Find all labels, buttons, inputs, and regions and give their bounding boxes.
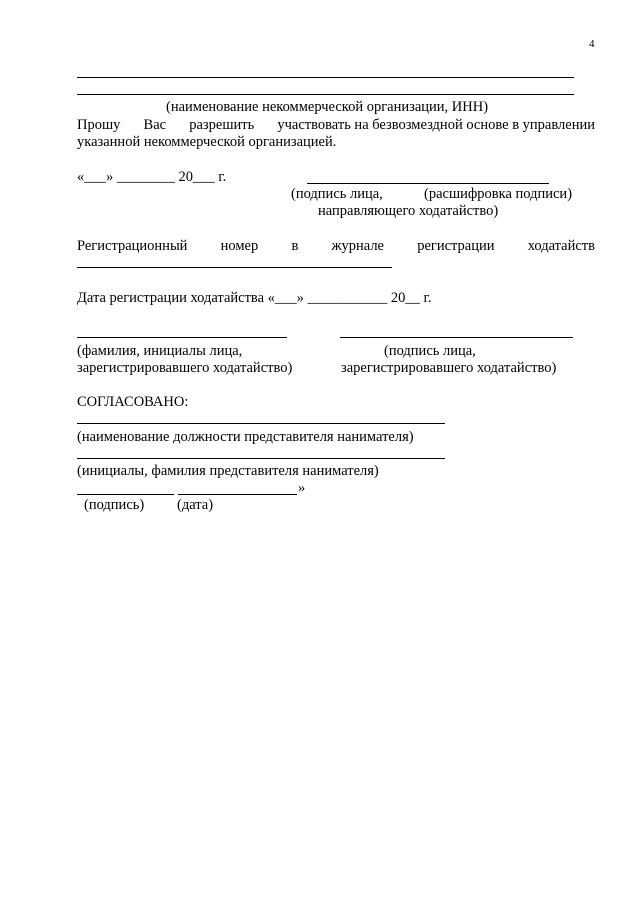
signer-caption-line2: направляющего ходатайство) (318, 203, 499, 219)
signer-caption-sign: (подпись лица, (291, 186, 383, 202)
registrar-left-caption-1: (фамилия, инициалы лица, (77, 343, 243, 359)
registration-number-line (77, 238, 595, 255)
request-word: разрешить (189, 117, 255, 133)
org-caption: (наименование некоммерческой организации, ИНН) (166, 99, 489, 115)
approved-heading: СОГЛАСОВАНО: (77, 394, 189, 410)
page-number: 4 (589, 38, 595, 50)
final-date-line (178, 494, 297, 495)
registrar-signature-line (340, 337, 573, 338)
position-caption: (наименование должности представителя нанимателя) (77, 429, 414, 445)
sign-caption: (подпись) (84, 497, 145, 513)
request-word: Вас (143, 117, 167, 133)
registrar-left-caption-2: зарегистрировавшего ходатайство) (77, 360, 293, 376)
reg-word: журнале (331, 238, 384, 254)
registration-date-line: Дата регистрации ходатайства «___» ___________ 20__ г. (77, 290, 432, 306)
reg-word: Регистрационный (77, 238, 188, 254)
initials-line (77, 458, 445, 459)
position-line (77, 423, 445, 424)
request-word: Прошу (77, 117, 121, 133)
final-signature-line (77, 494, 174, 495)
registrar-right-caption-2: зарегистрировавшего ходатайство) (341, 360, 557, 376)
closing-quote: » (298, 480, 306, 496)
date-line: «___» ________ 20___ г. (77, 169, 227, 185)
registrar-right-caption-1: (подпись лица, (384, 343, 476, 359)
initials-caption: (инициалы, фамилия представителя нанимателя) (77, 463, 379, 479)
request-word: участвовать на безвозмездной основе в управлении (277, 117, 595, 133)
reg-word: в (291, 238, 299, 254)
org-name-line-2 (77, 94, 574, 95)
reg-word: ходатайств (527, 238, 595, 254)
request-line-2: указанной некоммерческой организацией. (77, 134, 337, 150)
date-caption: (дата) (177, 497, 214, 513)
request-line-1 (77, 117, 595, 134)
org-name-line-1 (77, 77, 574, 78)
signer-caption-decode: (расшифровка подписи) (424, 186, 573, 202)
reg-word: номер (220, 238, 259, 254)
reg-word: регистрации (417, 238, 495, 254)
registration-number-blank (77, 267, 392, 268)
registrar-name-line (77, 337, 287, 338)
signer-signature-line (307, 183, 549, 184)
